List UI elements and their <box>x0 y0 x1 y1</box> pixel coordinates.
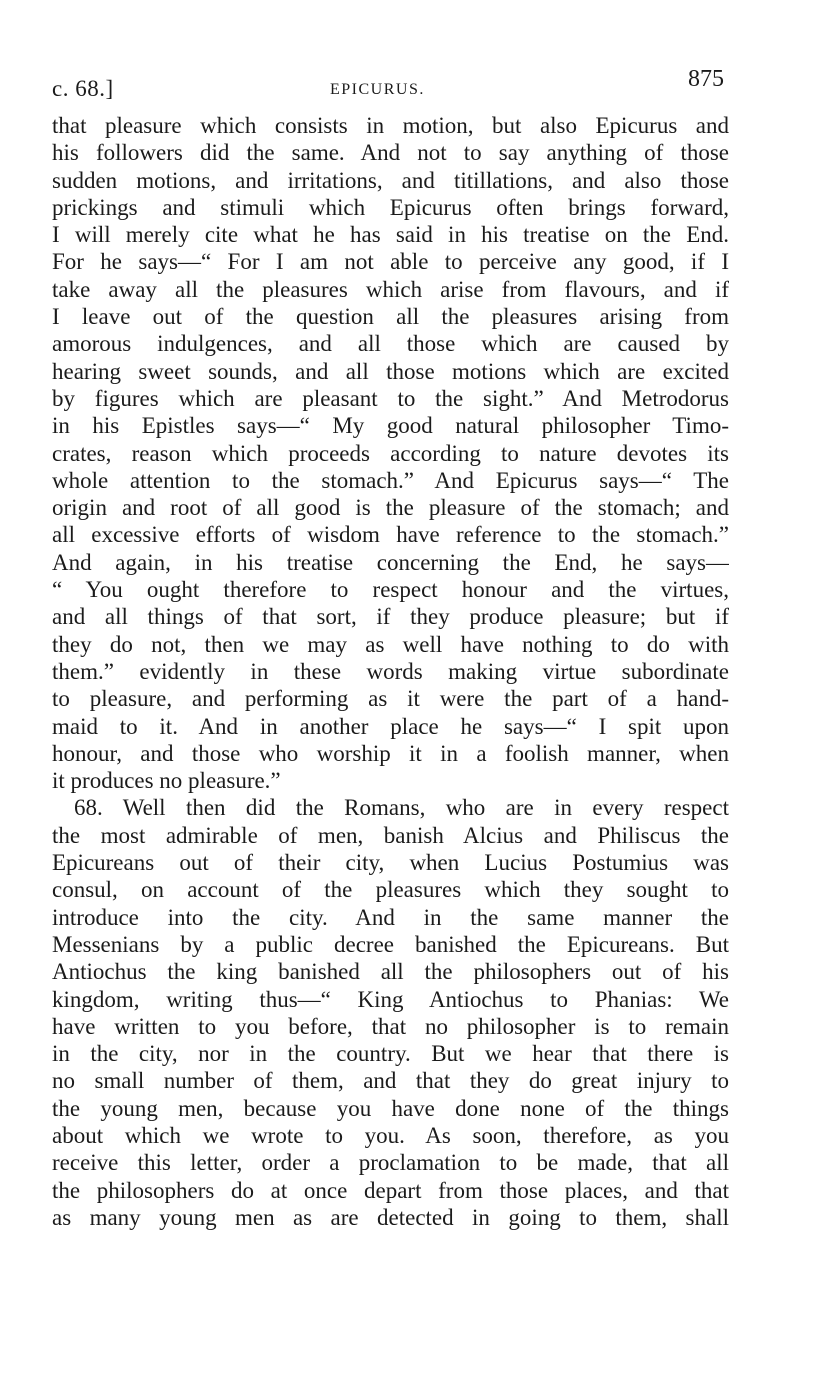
text-line: all excessive efforts of wisdom have reference to the stomach.” <box>52 522 729 548</box>
text-line: and all things of that sort, if they produce pleasure; but if <box>52 604 729 630</box>
text-line: sudden motions, and irritations, and titillations, and also those <box>52 167 729 193</box>
paragraph-end-line: it produces no pleasure.” <box>52 768 281 794</box>
text-line: crates, reason which proceeds according to nature devotes its <box>52 440 729 466</box>
text-line: consul, on account of the pleasures which they sought to <box>52 877 729 903</box>
text-line: honour, and those who worship it in a foolish manner, when <box>52 740 729 766</box>
text-line: receive this letter, order a proclamation to be made, that all <box>52 1150 729 1176</box>
text-line: the most admirable of men, banish Alcius and Philiscus the <box>52 822 729 848</box>
text-line: in his Epistles says—“ My good natural philosopher Timo- <box>52 413 729 439</box>
text-line: introduce into the city. And in the same manner the <box>52 904 729 930</box>
text-line: I leave out of the question all the pleasures arising from <box>52 304 729 330</box>
text-line: prickings and stimuli which Epicurus often brings forward, <box>52 194 729 220</box>
text-line: in the city, nor in the country. But we hear that there is <box>52 1041 729 1067</box>
text-line: hearing sweet sounds, and all those motions which are excited <box>52 358 729 384</box>
text-line: origin and root of all good is the pleasure of the stomach; and <box>52 495 729 521</box>
text-line: “ You ought therefore to respect honour and the virtues, <box>52 577 729 603</box>
text-line: take away all the pleasures which arise from flavours, and if <box>52 276 729 302</box>
text-line: maid to it. And in another place he says—“ I spit upon <box>52 713 729 739</box>
text-line: the young men, because you have done none of the things <box>52 1095 729 1121</box>
text-line: them.” evidently in these words making virtue subordinate <box>52 658 729 684</box>
text-line: Messenians by a public decree banished the Epicureans. But <box>52 931 729 957</box>
body-text <box>52 112 729 1231</box>
text-line: whole attention to the stomach.” And Epicurus says—“ The <box>52 467 729 493</box>
text-line: that pleasure which consists in motion, but also Epicurus and <box>52 113 729 138</box>
running-title: EPICURUS. <box>330 81 425 98</box>
page-number: 875 <box>688 66 724 92</box>
text-line: to pleasure, and performing as it were the part of a hand- <box>52 686 729 712</box>
text-line: amorous indulgences, and all those which are caused by <box>52 331 729 357</box>
text-line: have written to you before, that no philosopher is to remain <box>52 1013 729 1039</box>
text-line: no small number of them, and that they do great injury to <box>52 1068 729 1094</box>
text-line: they do not, then we may as well have nothing to do with <box>52 631 729 657</box>
text-line: as many young men as are detected in going to them, shall <box>52 1204 729 1230</box>
running-head <box>52 66 724 106</box>
text-line: Epicureans out of their city, when Lucius Postumius was <box>52 850 729 876</box>
text-line: And again, in his treatise concerning the End, he says— <box>52 549 729 575</box>
text-line: about which we wrote to you. As soon, therefore, as you <box>52 1122 729 1148</box>
text-line: kingdom, writing thus—“ King Antiochus to Phanias: We <box>52 986 729 1012</box>
text-line: I will merely cite what he has said in his treatise on the End. <box>52 222 729 248</box>
text-line: by figures which are pleasant to the sight.” And Metrodorus <box>52 385 729 411</box>
paragraph-start-line: 68. Well then did the Romans, who are in every respect <box>74 795 729 821</box>
text-line: the philosophers do at once depart from those places, and that <box>52 1177 729 1203</box>
section-reference: c. 68.] <box>52 76 114 101</box>
text-line: his followers did the same. And not to say anything of those <box>52 140 729 166</box>
text-line: Antiochus the king banished all the philosophers out of his <box>52 959 729 985</box>
text-line: For he says—“ For I am not able to perceive any good, if I <box>52 249 729 275</box>
